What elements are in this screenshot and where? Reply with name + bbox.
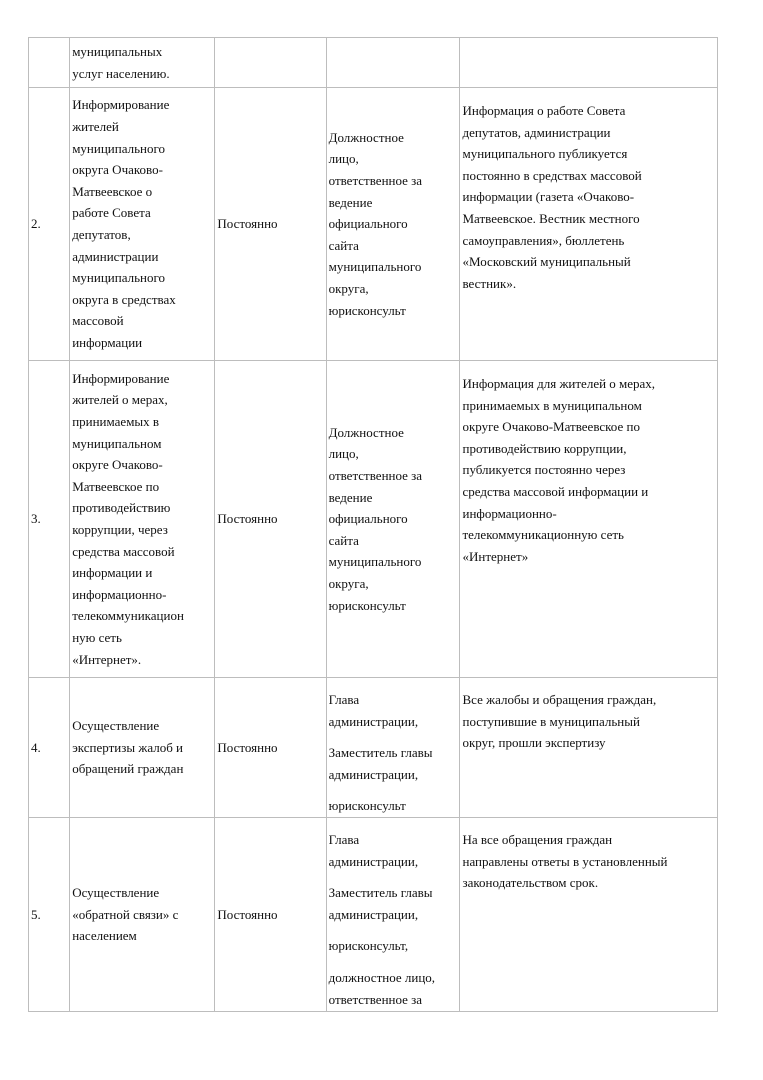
text-line: «Интернет». [72, 651, 142, 667]
text-line: телекоммуникационную сеть [462, 527, 624, 543]
text-line: муниципальном [72, 435, 162, 451]
table-row [29, 88, 718, 361]
text-line: работе Совета [72, 205, 151, 221]
text-line: информации и [72, 565, 153, 581]
text-line: Должностное [328, 129, 404, 145]
text-line: должностное лицо, [328, 969, 436, 985]
text-line: противодействию коррупции, [462, 440, 627, 456]
text-line: Заместитель главы [328, 745, 433, 761]
text-line: экспертизы жалоб и [72, 739, 184, 755]
text-line: средства массовой информации и [462, 483, 649, 499]
table-row [29, 678, 718, 818]
text-line: самоуправления», бюллетень [462, 232, 625, 248]
task-cell [70, 38, 215, 88]
text-line: округ, прошли экспертизу [462, 735, 606, 751]
responsible-cell [326, 818, 460, 1012]
result-cell [460, 361, 718, 678]
text-line: администрации, [328, 766, 419, 782]
text-line: муниципального публикуется [462, 146, 628, 162]
text-line: Матвеевское о [72, 183, 153, 199]
responsible-cell [326, 38, 460, 88]
text-line: Информирование [72, 370, 170, 386]
text-line: Глава [328, 692, 360, 707]
text-line: Информация о работе Совета [462, 103, 626, 118]
text-line: постоянно в средствах массовой [462, 167, 642, 183]
text-line: направлены ответы в установленный [462, 853, 668, 869]
term-cell: Постоянно [215, 818, 326, 1012]
text-line: округе Очаково- [72, 457, 163, 473]
text-line: массовой [72, 313, 124, 329]
term-cell [215, 38, 326, 88]
task-cell [70, 818, 215, 1012]
text-line: округе Очаково-Матвеевское по [462, 419, 640, 435]
responsible-cell [326, 88, 460, 361]
text-line: юрисконсульт [328, 302, 406, 318]
text-line: администрации, [328, 906, 419, 922]
task-cell [70, 678, 215, 818]
text-line: коррупции, через [72, 522, 168, 537]
text-line: юрисконсульт [328, 798, 406, 814]
text-line: обращений граждан [72, 761, 184, 777]
text-line: Осуществление [72, 885, 160, 901]
text-line: жителей [72, 119, 119, 135]
text-line: ную сеть [72, 629, 122, 645]
term-cell: Постоянно [215, 361, 326, 678]
text-line: «Интернет» [462, 548, 529, 564]
text-line: лицо, [328, 151, 359, 167]
text-line: На все обращения граждан [462, 832, 613, 847]
task-cell [70, 88, 215, 361]
row-number: 4. [29, 678, 70, 818]
text-line: администрации, [328, 713, 419, 729]
text-line: округа, [328, 280, 369, 296]
text-line: Матвеевское. Вестник местного [462, 210, 640, 226]
text-line: Должностное [328, 424, 404, 440]
text-line: округа Очаково- [72, 162, 163, 178]
text-line: Осуществление [72, 718, 160, 734]
term-cell: Постоянно [215, 678, 326, 818]
text-line: Информация для жителей о мерах, [462, 376, 656, 391]
row-number: 2. [29, 88, 70, 361]
result-cell [460, 38, 718, 88]
text-line: официального [328, 216, 408, 232]
text-line: ведение [328, 489, 373, 505]
text-line: поступившие в муниципальный [462, 713, 640, 729]
text-line: принимаемых в [72, 414, 160, 430]
text-line: информации [72, 334, 143, 350]
text-line: юрисконсульт [328, 597, 406, 613]
responsible-cell [326, 678, 460, 818]
text-line: Информирование [72, 97, 170, 113]
text-line: Все жалобы и обращения граждан, [462, 692, 657, 707]
text-line: сайта [328, 237, 359, 253]
term-cell: Постоянно [215, 88, 326, 361]
text-line: муниципального [328, 259, 422, 275]
text-line: ведение [328, 194, 373, 210]
task-cell [70, 361, 215, 678]
text-line: депутатов, [72, 227, 131, 242]
text-line: «обратной связи» с [72, 906, 179, 922]
text-line: ответственное за [328, 468, 423, 484]
text-line: вестник». [462, 275, 517, 291]
text-line: информационно- [462, 505, 557, 521]
text-line: Матвеевское по [72, 478, 160, 494]
text-line: законодательством срок. [462, 875, 599, 891]
table-row [29, 361, 718, 678]
text-line: принимаемых в муниципальном [462, 397, 642, 413]
row-number [29, 38, 70, 88]
responsible-cell [326, 361, 460, 678]
text-line: средства массовой [72, 543, 175, 559]
text-line: округа в средствах [72, 291, 176, 307]
text-line: ответственное за [328, 173, 423, 189]
text-line: сайта [328, 532, 359, 548]
text-line: юрисконсульт, [328, 938, 409, 954]
text-line: телекоммуникацион [72, 608, 184, 624]
text-line: «Московский муниципальный [462, 254, 631, 270]
result-cell [460, 818, 718, 1012]
table-row [29, 818, 718, 1012]
text-line: администрации, [328, 853, 419, 869]
text-line: жителей о мерах, [72, 392, 168, 408]
text-line: информации (газета «Очаково- [462, 189, 635, 205]
measures-table [28, 37, 718, 1012]
row-number: 3. [29, 361, 70, 678]
row-number: 5. [29, 818, 70, 1012]
text-line: депутатов, администрации [462, 124, 611, 140]
table-row [29, 38, 718, 88]
text-line: услуг населению. [72, 65, 170, 81]
text-line: Глава [328, 832, 360, 847]
text-line: округа, [328, 575, 369, 591]
text-line: публикуется постоянно через [462, 462, 626, 478]
text-line: лицо, [328, 446, 359, 462]
text-line: муниципальных [72, 43, 163, 59]
result-cell [460, 88, 718, 361]
text-line: информационно- [72, 586, 167, 602]
text-line: Заместитель главы [328, 885, 433, 901]
text-line: администрации [72, 248, 159, 264]
text-line: населением [72, 928, 137, 944]
text-line: муниципального [328, 554, 422, 570]
text-line: муниципального [72, 270, 165, 286]
result-cell [460, 678, 718, 818]
text-line: муниципального [72, 140, 165, 156]
text-line: противодействию [72, 500, 171, 516]
text-line: официального [328, 511, 408, 527]
text-line: ответственное за [328, 991, 423, 1007]
